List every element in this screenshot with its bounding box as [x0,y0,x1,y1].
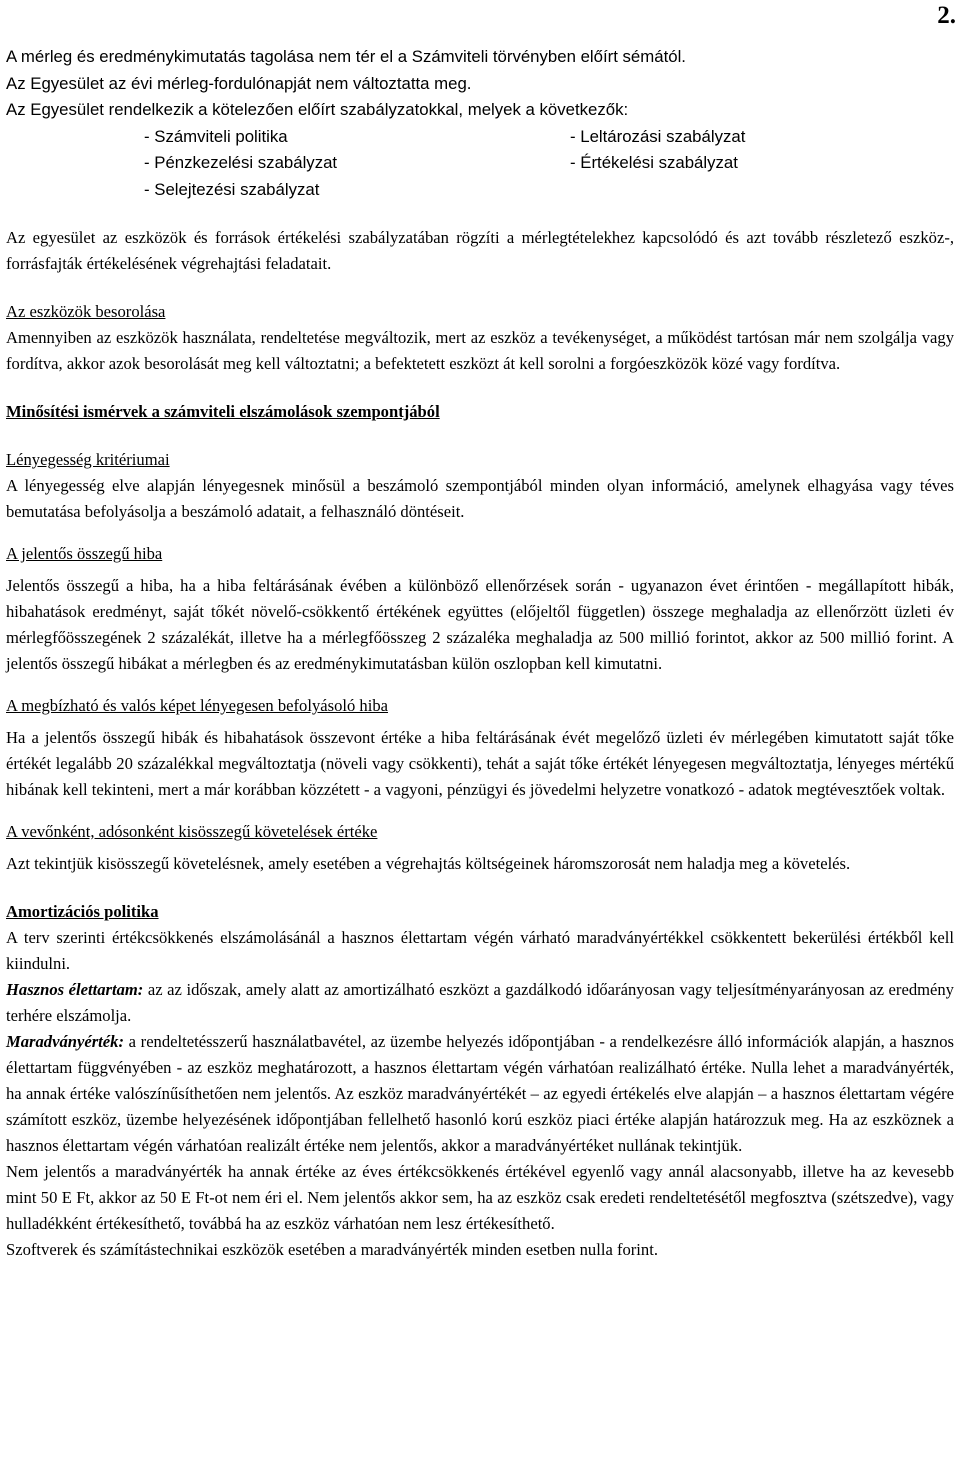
document-body [6,44,954,1263]
residual-value-text: a rendeltetésszerű használatbavétel, az üzembe helyezés időpontjában - a rendelkezésre álló információk alapján, a hasznos élettartam függvényében - az eszköz meghatározott, a hasznos élettartam végén várhatóan realizálható értéke. Nulla lehet a maradványérték, ha annak értéke valószínűsíthetően nem jelentős. Az eszköz maradványértékét – az egyedi értékelés elve alapján – a hasznos élettartam végére számított eszköz, üzembe helyezésének időpontjában fellelhető hasonló korú eszköz piaci értéke alapján határozzuk meg. Ha az eszköznek a hasznos élettartam végén várhatóan realizált értéke nem jelentős, akkor a maradványértéket nullának tekintjük. [6,1032,954,1155]
regulation-item: - Leltározási szabályzat [570,126,746,146]
regulation-item: - Selejtezési szabályzat [144,179,320,199]
classification-heading: Az eszközök besorolása [6,302,166,321]
page-number: 2. [937,2,956,29]
residual-value-label: Maradványérték: [6,1032,124,1051]
regulation-item: - Pénzkezelési szabályzat [144,153,338,172]
materiality-heading: Lényegesség kritériumai [6,450,170,469]
true-fair-view-text: Ha a jelentős összegű hibák és hibahatások összevont értéke a hiba feltárásának évét megelőző üzleti év mérlegében kimutatott saját tőke értékét legalább 20 százalékkal megváltoztatja (növeli vagy csökkenti), tehát a saját tőke értékét lényegesen megváltoztatja, lényeges mértékű hibának kell tekinteni, mert a már korábban közzétett - a vagyoni, pénzügyi és jövedelmi helyzetre vonatkozó - adatok megtévesztőek voltak. [6,728,954,799]
depreciation-intro: A terv szerinti értékcsökkenés elszámolásánál a hasznos élettartam végén várható maradványértékkel csökkentett bekerülési értékből kell kiindulni. [6,928,954,973]
materiality-text: A lényegesség elve alapján lényegesnek minősül a beszámoló szempontjából minden olyan információ, amelynek elhagyása vagy téves bemutatása befolyásolja a beszámoló adatait, a felhasználó döntéseit. [6,476,954,521]
regulation-item: - Értékelési szabályzat [570,153,738,172]
regulation-row-3 [6,177,954,204]
software-text: Szoftverek és számítástechnikai eszközök esetében a maradványérték minden esetben nulla forint. [6,1240,658,1259]
depreciation-heading: Amortizációs politika [6,902,159,921]
classification-text: Amennyiben az eszközök használata, rendeltetése megváltozik, mert az eszköz a tevékenységet, a működést tartósan már nem szolgálja vagy fordítva, akkor azok besorolását meg kell változtatni; a befektetett eszközt át kell sorolni a forgóeszközök közé vagy fordítva. [6,328,954,373]
regulation-item: - Számviteli politika [144,126,288,146]
significant-error-text: Jelentős összegű a hiba, ha a hiba feltárásának évében a különböző ellenőrzések során - ugyanazon évet érintően - megállapított hibák, hibahatások eredményt, saját tőkét növelő-csökkentő értékének együttes (előjeltől független) összege meghaladja az ellenőrzött üzleti év mérlegfőösszegének 2 százalékát, illetve ha a mérlegfőösszeg 2 százaléka meghaladja az 500 millió forintot, akkor az 500 millió forint. A jelentős összegű hibákat a mérlegben és az eredménykimutatásban külön oszlopban kell kimutatni. [6,576,954,673]
small-receivables-text: Azt tekintjük kisösszegű követelésnek, amely esetében a végrehajtás költségeinek háromszorosát nem haladja meg a követelés. [6,854,851,873]
insignificant-residual-text: Nem jelentős a maradványérték ha annak értéke az éves értékcsökkenés értékével egyenlő vagy annál alacsonyabb, illetve ha az kevesebb mint 50 E Ft, akkor az 50 E Ft-ot nem éri el. Nem jelentős akkor sem, ha az eszköz csak eredeti rendeltetésétől megfosztva (szétszedve), vagy hulladékként értékesíthető, továbbá ha az eszköz várhatóan nem lesz értékesíthető. [6,1162,954,1233]
intro-line-3: Az Egyesület rendelkezik a kötelezően előírt szabályzatokkal, melyek a következők: [6,100,629,119]
small-receivables-heading: A vevőnként, adósonként kisösszegű követelések értéke [6,822,378,841]
intro-line-1: A mérleg és eredménykimutatás tagolása nem tér el a Számviteli törvényben előírt sémától. [6,47,686,66]
quality-heading: Minősítési ismérvek a számviteli elszámolások szempontjából [6,402,440,421]
regulation-row-1 [6,124,954,151]
useful-life-paragraph [6,977,954,1029]
residual-value-paragraph [6,1029,954,1159]
true-fair-view-heading: A megbízható és valós képet lényegesen befolyásoló hiba [6,696,389,715]
useful-life-label: Hasznos élettartam: [6,980,144,999]
regulation-row-2 [6,150,954,177]
intro-line-2: Az Egyesület az évi mérleg-fordulónapját nem változtatta meg. [6,73,472,93]
significant-error-heading: A jelentős összegű hiba [6,544,163,563]
intro-block [6,44,954,203]
useful-life-text: az az időszak, amely alatt az amortizálható eszközt a gazdálkodó időarányosan vagy teljesítményarányosan az eredmény terhére elszámolja. [6,980,954,1025]
valuation-paragraph: Az egyesület az eszközök és források értékelési szabályzatában rögzíti a mérlegtételekhez kapcsolódó és azt tovább részletező eszköz-, forrásfajták értékelésének végrehajtási feladatait. [6,228,954,273]
